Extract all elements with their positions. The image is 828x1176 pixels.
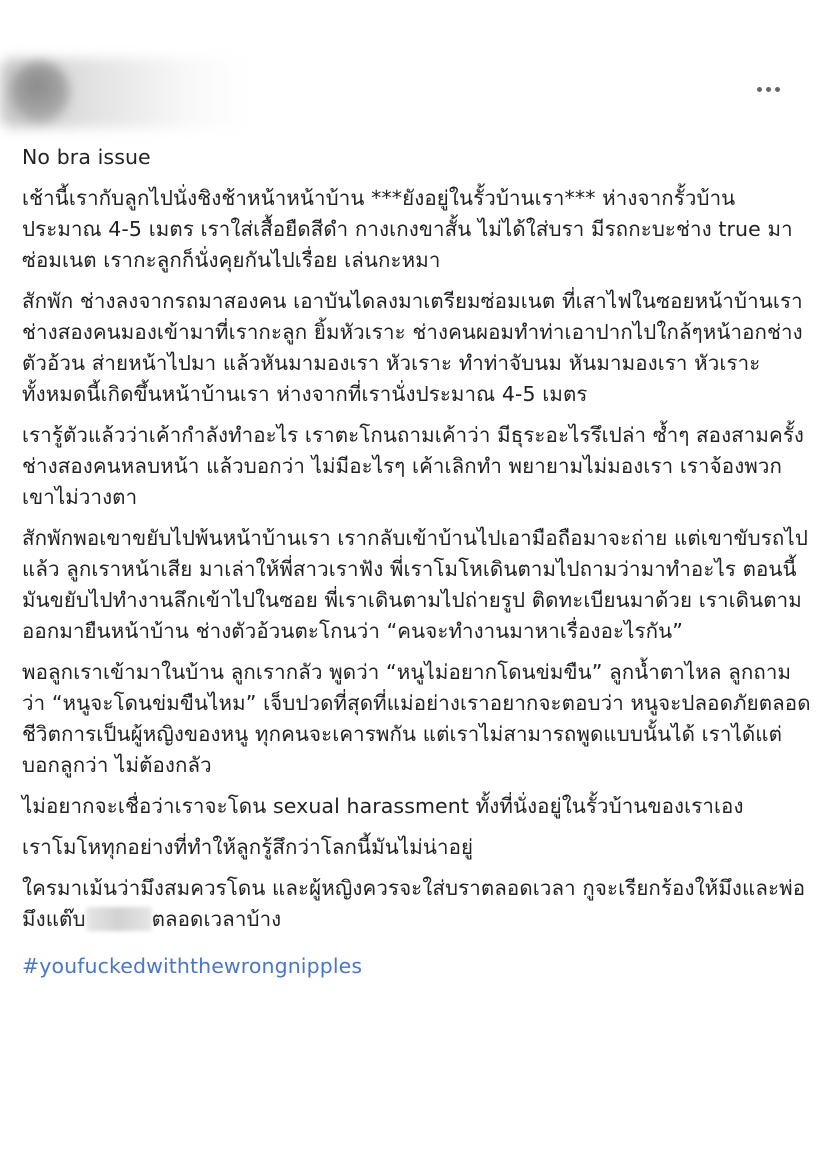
post-paragraph: พอลูกเราเข้ามาในบ้าน ลูกเรากลัว พูดว่า “หนูไม่อยากโดนข่มขืน” ลูกน้ำตาไหล ลูกถามว่า “หนูจะโดนข่มขืนไหม” เจ็บปวดที่สุดที่แม่อย่างเราอยากจะตอบว่า หนูจะปลอดภัยตลอดชีวิตการเป็นผู้หญิงของหนู ทุกคนจะเคารพกัน แต่เราไม่สามารถพูดแบบนั้นได้ เราได้แต่บอกลูกว่า ไม่ต้องกลัว: [22, 660, 811, 777]
post-title: No bra issue: [22, 145, 151, 169]
post-text: [22, 142, 812, 992]
ellipsis-horizontal-icon: [757, 87, 762, 92]
ellipsis-dot: [775, 87, 780, 92]
post-text-before-redaction: ใครมาเม้นว่ามึงสมควรโดน และผู้หญิงควรจะใส่บราตลอดเวลา กูจะเรียกร้องให้มึงและพ่อมึงแต๊บ: [22, 876, 806, 931]
hashtag-line: [22, 951, 812, 982]
post-paragraph: เราโมโหทุกอย่างที่ทำให้ลูกรู้สึกว่าโลกนี้มันไม่น่าอยู่: [22, 835, 474, 859]
blurred-avatar[interactable]: [10, 62, 70, 122]
post-paragraph: เรารู้ตัวแล้วว่าเค้ากำลังทำอะไร เราตะโกนถามเค้าว่า มีธุระอะไรรึเปล่า ซ้ำๆ สองสามครั้ง ช่างสองคนหลบหน้า แล้วบอกว่า ไม่มีอะไรๆ เค้าเลิกทำ พยายามไม่มองเรา เราจ้องพวกเขาไม่วางตา: [22, 423, 805, 509]
redacted-word: [86, 907, 152, 931]
post-text-after-redaction: ตลอดเวลาบ้าง: [151, 907, 282, 931]
post-paragraph-last: [22, 873, 812, 935]
post-paragraph: สักพักพอเขาขยับไปพ้นหน้าบ้านเรา เรากลับเข้าบ้านไปเอามือถือมาจะถ่าย แต่เขาขับรถไปแล้ว ลูกเราหน้าเสีย มาเล่าให้พี่สาวเราฟัง พี่เราโมโหเดินตามไปถามว่ามาทำอะไร ตอนนี้มันขยับไปทำงานลึกเข้าไปในซอย พี่เราเดินตามไปถ่ายรูป ติดทะเบียนมาด้วย เราเดินตามออกมายืนหน้าบ้าน ช่างตัวอ้วนตะโกนว่า “คนจะทำงานมาหาเรื่องอะไรกัน”: [22, 526, 808, 643]
post-header: [0, 0, 828, 140]
hashtag-link[interactable]: #youfuckedwiththewrongnipples: [22, 954, 363, 978]
post-paragraph: ไม่อยากจะเชื่อว่าเราจะโดน sexual harassment ทั้งที่นั่งอยู่ในรั้วบ้านของเราเอง: [22, 794, 744, 818]
post-paragraph: เช้านี้เรากับลูกไปนั่งชิงช้าหน้าหน้าบ้าน ***ยังอยู่ในรั้วบ้านเรา*** ห่างจากรั้วบ้านประมาณ 4-5 เมตร เราใส่เสื้อยืดสีดำ กางเกงขาสั้น ไม่ได้ใส่บรา มีรถกะบะช่าง true มาซ่อมเนต เรากะลูกก็นั่งคุยกันไปเรื่อย เล่นกะหมา: [22, 186, 793, 272]
more-options-button[interactable]: [748, 76, 788, 102]
ellipsis-dot: [766, 87, 771, 92]
post-paragraph: สักพัก ช่างลงจากรถมาสองคน เอาบันไดลงมาเตรียมซ่อมเนต ที่เสาไฟในซอยหน้าบ้านเรา ช่างสองคนมองเข้ามาที่เรากะลูก ยิ้มหัวเราะ ช่างคนผอมทำท่าเอาปากไปใกล้ๆหน้าอกช่างตัวอ้วน ส่ายหน้าไปมา แล้วหันมามองเรา หัวเราะ ทำท่าจับนม หันมามองเรา หัวเราะ ทั้งหมดนี้เกิดขึ้นหน้าบ้านเรา ห่างจากที่เรานั่งประมาณ 4-5 เมตร: [22, 289, 803, 406]
